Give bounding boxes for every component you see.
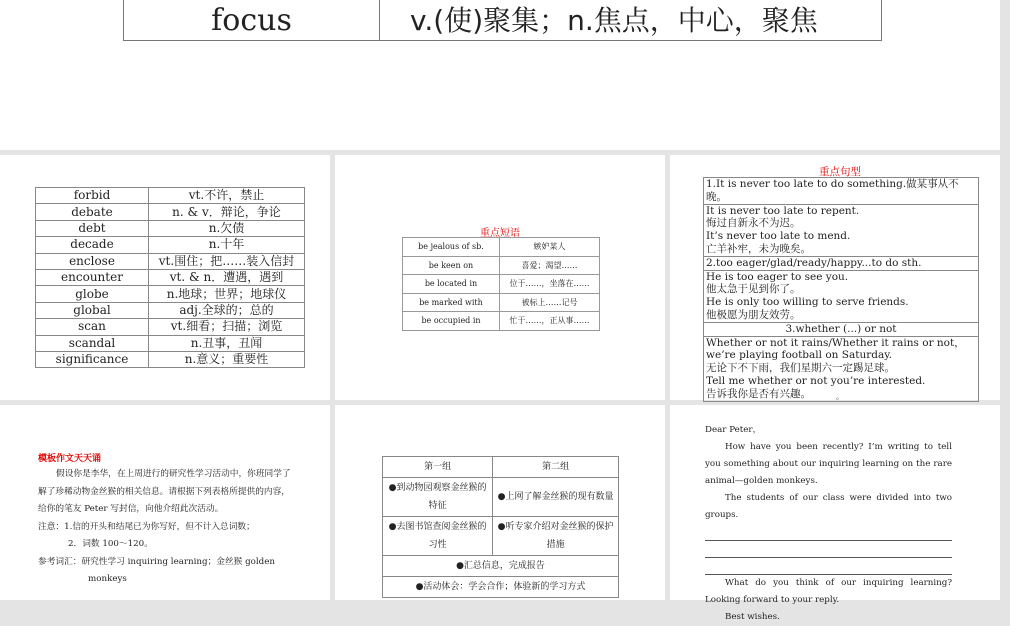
sentence-line: He is too eager to see you. <box>706 270 849 283</box>
sentence-line: It is never too late to repent. <box>706 204 860 217</box>
group-summary: ●汇总信息，完成报告 <box>383 556 619 577</box>
letter-paragraph-1: How have you been recently? I’m writing to tell you something about our inquiring learning on the rare animal—golden monkeys. <box>705 442 952 486</box>
phrase-meaning: 被标上……记号 <box>500 293 600 312</box>
letter-paragraph-2: The students of our class were divided into two groups. <box>705 493 952 520</box>
vocab-meaning: n.地球；世界；地球仪 <box>149 286 305 302</box>
phrase-meaning: 忙于……，正从事…… <box>500 312 600 331</box>
writing-note-2: 2．词数 100～120。 <box>68 539 153 549</box>
vocab-meaning: n.丑事，丑闻 <box>149 335 305 351</box>
focus-definition: v.(使)聚集；n.焦点，中心，聚焦 <box>410 4 818 37</box>
slide-letter[interactable] <box>670 405 1000 622</box>
group-cell: ●到动物园观察金丝猴的特征 <box>383 478 493 517</box>
vocab-row <box>36 237 305 253</box>
group-header-2: 第二组 <box>493 457 619 478</box>
vocab-row <box>36 335 305 351</box>
writing-note-1: 注意：1.信的开头和结尾已为你写好，但不计入总词数； <box>38 521 255 532</box>
phrases-table <box>402 237 600 331</box>
sentence-line: Whether or not it rains/Whether it rains or not，we’re playing football on Saturday. <box>706 336 965 362</box>
vocab-row <box>36 351 305 367</box>
vocab-word: global <box>36 302 149 318</box>
vocab-word: debt <box>36 220 149 236</box>
sentence-line: Tell me whether or not you’re interested. <box>706 374 926 387</box>
phrase-meaning: 嫉妒某人 <box>500 238 600 257</box>
sentence-line: 悔过自新永不为迟。 <box>706 217 801 230</box>
vocab-word: globe <box>36 286 149 302</box>
writing-intro: 假设你是李华，在上周进行的研究性学习活动中，你班同学了解了珍稀动物金丝猴的相关信息。请根据下列表格所提供的内容，给你的笔友 Peter 写封信，向他介绍此次活动。 <box>38 469 291 514</box>
sentence-line: 他太急于见到你了。 <box>706 283 801 296</box>
phrase-phrase: be marked with <box>403 293 500 312</box>
group-cell: ●上网了解金丝猴的现有数量 <box>493 478 619 517</box>
vocab-word: forbid <box>36 188 149 204</box>
vocab-row <box>36 220 305 236</box>
slide-focus[interactable] <box>0 0 1000 150</box>
vocab-word: enclose <box>36 253 149 269</box>
vocab-meaning: n.意义；重要性 <box>149 351 305 367</box>
vocab-row <box>36 319 305 335</box>
sentence-head-3: 3.whether (...) or not <box>704 323 978 337</box>
sentence-line: 无论下不下雨，我们星期六一定踢足球。 <box>706 362 895 375</box>
vocab-meaning: vt.围住；把……装入信封 <box>149 253 305 269</box>
vocab-word: scan <box>36 319 149 335</box>
vocab-row <box>36 253 305 269</box>
slide-phrases[interactable] <box>335 155 665 400</box>
slide-vocabulary[interactable] <box>0 155 330 400</box>
group-cell: ●听专家介绍对金丝猴的保护措施 <box>493 517 619 556</box>
writing-body <box>38 466 293 589</box>
sentences-title: 重点句型 <box>819 166 861 178</box>
letter-paragraph-3: What do you think of our inquiring learning? Looking forward to your reply. <box>705 578 952 605</box>
vocab-meaning: adj.全球的；总的 <box>149 302 305 318</box>
letter-greeting: Dear Peter， <box>705 425 762 435</box>
phrase-phrase: be located in <box>403 275 500 294</box>
focus-word: focus <box>124 0 380 40</box>
sentence-line: 亡羊补牢，未为晚矣。 <box>704 243 978 257</box>
phrase-row <box>403 312 600 331</box>
vocab-meaning: n.十年 <box>149 237 305 253</box>
phrase-row <box>403 256 600 275</box>
sentence-line: 他极愿为朋友效劳。 <box>704 309 978 323</box>
vocab-row <box>36 269 305 285</box>
vocab-word: scandal <box>36 335 149 351</box>
letter-body <box>705 422 952 626</box>
writing-vocab-ref-2: monkeys <box>88 574 127 584</box>
sentence-line: 告诉我你是否有兴趣。 <box>706 387 811 400</box>
vocab-meaning: vt.不许，禁止 <box>149 188 305 204</box>
blank-line <box>705 541 952 558</box>
vocab-row <box>36 286 305 302</box>
vocab-word: decade <box>36 237 149 253</box>
phrase-row <box>403 275 600 294</box>
vocab-row <box>36 302 305 318</box>
sentence-line: He is only too willing to serve friends. <box>706 296 909 309</box>
sentence-head-1: 1.It is never too late to do something.做某事从不晚。 <box>704 178 978 205</box>
group-header-1: 第一组 <box>383 457 493 478</box>
groups-table <box>382 456 619 598</box>
writing-vocab-ref: 参考词汇：研究性学习 inquiring learning；金丝猴 golden <box>38 556 275 567</box>
group-experience: ●活动体会：学会合作；体验新的学习方式 <box>383 577 619 598</box>
phrase-phrase: be occupied in <box>403 312 500 331</box>
sentence-head-2: 2.too eager/glad/ready/happy...to do sth. <box>704 257 978 271</box>
vocab-word: significance <box>36 351 149 367</box>
phrase-meaning: 喜爱；渴望…… <box>500 256 600 275</box>
trailing-dot: 。 <box>836 392 844 401</box>
slide-groups[interactable] <box>335 405 665 600</box>
slide-writing-task[interactable] <box>0 405 330 600</box>
letter-closing: Best wishes. <box>725 612 780 622</box>
focus-table <box>123 0 882 41</box>
vocab-row <box>36 204 305 220</box>
phrase-phrase: be keen on <box>403 256 500 275</box>
sentence-line: It’s never too late to mend. <box>706 230 851 243</box>
vocab-word: debate <box>36 204 149 220</box>
phrase-phrase: be jealous of sb. <box>403 238 500 257</box>
sentences-box <box>703 177 979 402</box>
vocab-meaning: vt. & n．遭遇，遇到 <box>149 269 305 285</box>
phrase-row <box>403 238 600 257</box>
phrase-meaning: 位于……，坐落在…… <box>500 275 600 294</box>
blank-line <box>705 558 952 575</box>
vocab-word: encounter <box>36 269 149 285</box>
vocab-meaning: n. & v．辩论，争论 <box>149 204 305 220</box>
vocab-meaning: n.欠债 <box>149 220 305 236</box>
vocab-row <box>36 188 305 204</box>
phrases-title: 重点短语 <box>480 228 520 239</box>
slide-sentences[interactable] <box>670 155 1000 400</box>
vocab-meaning: vt.细看；扫描；浏览 <box>149 319 305 335</box>
writing-title: 模板作文天天诵 <box>38 454 102 464</box>
group-cell: ●去图书馆查阅金丝猴的习性 <box>383 517 493 556</box>
phrase-row <box>403 293 600 312</box>
vocab-table <box>35 187 305 368</box>
blank-line <box>705 524 952 541</box>
